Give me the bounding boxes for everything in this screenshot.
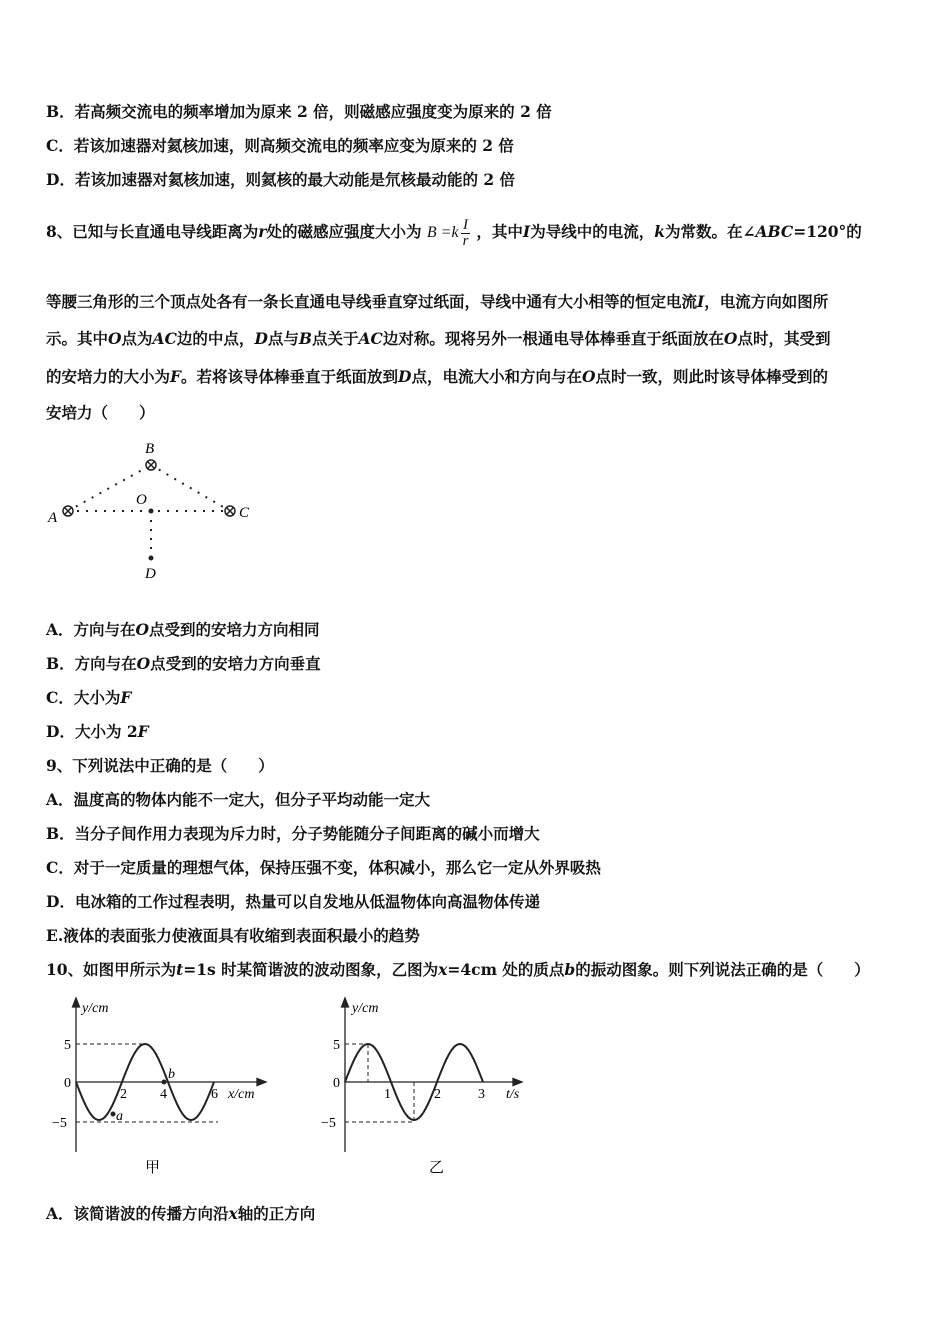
wave-label-b: b <box>168 1067 175 1082</box>
vib-y-arrow <box>342 998 349 1007</box>
wave-caption: 甲 <box>145 1160 161 1176</box>
q10-stem: 10、如图甲所示为t=1s 时某简谐波的波动图象，乙图为x=4cm 处的质点b的振动图象。则下列说法正确的是（ ） <box>46 960 870 979</box>
vib-tick-3: 3 <box>478 1087 485 1102</box>
vib-tick-2: 2 <box>434 1087 441 1102</box>
q10-option-a: A．该简谐波的传播方向沿x轴的正方向 <box>46 1204 316 1223</box>
point-o <box>149 509 154 514</box>
q9-stem: 9、下列说法中正确的是（ ） <box>46 756 274 775</box>
wave-xlabel: x/cm <box>228 1087 255 1102</box>
q9-option-c: C．对于一定质量的理想气体，保持压强不变，体积减小，那么它一定从外界吸热 <box>46 858 601 877</box>
vibration-graph <box>318 994 538 1184</box>
wave-point-b <box>162 1080 167 1085</box>
wire-c-icon <box>225 506 235 516</box>
q9-option-d: D．电冰箱的工作过程表明，热量可以自发地从低温物体向高温物体传递 <box>46 892 540 911</box>
wave-label-a: a <box>116 1109 123 1124</box>
wave-y-zero: 0 <box>64 1076 71 1091</box>
wire-b-icon <box>146 460 156 470</box>
wave-y-neg: −5 <box>52 1116 67 1131</box>
dotted-line-bc <box>151 465 230 511</box>
label-b: B <box>145 441 155 457</box>
wave-x-arrow <box>257 1079 266 1086</box>
vib-xlabel: t/s <box>506 1087 520 1102</box>
triangle-wire-figure <box>40 436 270 586</box>
wave-tick-2: 2 <box>120 1087 127 1102</box>
wave-ylabel: y/cm <box>82 1001 109 1016</box>
wave-graph <box>48 994 288 1184</box>
vib-y-zero: 0 <box>333 1076 340 1091</box>
vib-y-neg: −5 <box>321 1116 336 1131</box>
q8-option-d: D．大小为 2F <box>46 722 149 741</box>
q8-stem-line5: 安培力（ ） <box>46 403 155 422</box>
q9-option-e: E.液体的表面张力使液面具有收缩到表面积最小的趋势 <box>46 926 420 945</box>
q8-stem-line2: 等腰三角形的三个顶点处各有一条长直通电导线垂直穿过纸面，导线中通有大小相等的恒定电流I，电流方向如图所 <box>46 292 829 311</box>
label-c: C <box>239 505 250 521</box>
label-d: D <box>145 566 156 582</box>
vib-caption: 乙 <box>429 1160 445 1176</box>
point-d <box>149 556 154 561</box>
vib-tick-1: 1 <box>384 1087 391 1102</box>
q7-option-c: C．若该加速器对氦核加速，则高频交流电的频率应变为原来的 2 倍 <box>46 136 514 155</box>
q7-option-b: B．若高频交流电的频率增加为原来 2 倍，则磁感应强度变为原来的 2 倍 <box>46 102 552 121</box>
q8-stem-line1: 8、已知与长直通电导线距离为r处的磁感应强度大小为 B =k $\frac{I}{r}$ ，其中I为导线中的电流，k为常数。在∠ABC=120°的 <box>46 217 862 249</box>
q9-option-a: A．温度高的物体内能不一定大，但分子平均动能一定大 <box>46 790 431 809</box>
wave-y-arrow <box>73 998 80 1007</box>
vib-ylabel: y/cm <box>352 1001 379 1016</box>
wave-tick-4: 4 <box>160 1087 167 1102</box>
wave-point-a <box>111 1112 116 1117</box>
q8-option-b: B．方向与在O点受到的安培力方向垂直 <box>46 654 321 673</box>
vib-y-pos: 5 <box>333 1038 340 1053</box>
magnetic-field-formula: B =k $\frac{I}{r}$ <box>426 217 469 249</box>
q9-option-b: B．当分子间作用力表现为斥力时，分子势能随分子间距离的碱小而增大 <box>46 824 540 843</box>
label-a: A <box>48 510 58 526</box>
q8-stem-line3: 示。其中O点为AC边的中点，D点与B点关于AC边对称。现将另外一根通电导体棒垂直于纸面放在O点时，其受到 <box>46 329 831 348</box>
wave-y-pos: 5 <box>64 1038 71 1053</box>
wire-a-icon <box>63 506 73 516</box>
q8-option-c: C．大小为F <box>46 688 132 707</box>
label-o: O <box>136 492 147 508</box>
q8-option-a: A．方向与在O点受到的安培力方向相同 <box>46 620 320 639</box>
q7-option-d: D．若该加速器对氦核加速，则氦核的最大动能是氘核最动能的 2 倍 <box>46 170 516 189</box>
q8-stem-line4: 的安培力的大小为F。若将该导体棒垂直于纸面放到D点，电流大小和方向与在O点时一致，则此时该导体棒受到的 <box>46 367 829 386</box>
vib-x-arrow <box>513 1079 522 1086</box>
wave-tick-6: 6 <box>211 1087 218 1102</box>
